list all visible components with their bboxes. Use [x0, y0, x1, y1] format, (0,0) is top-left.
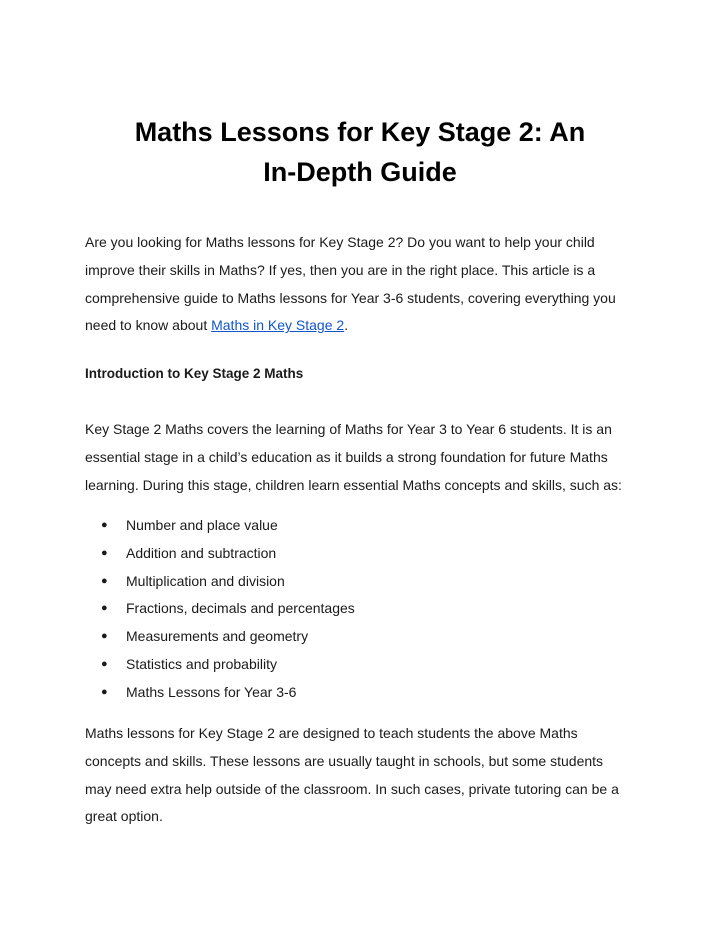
list-item	[85, 512, 355, 540]
bullet-icon: ●	[101, 574, 108, 587]
list-item	[85, 679, 355, 707]
list-item	[85, 540, 355, 568]
list-item	[85, 623, 355, 651]
section-heading: Introduction to Key Stage 2 Maths	[85, 366, 304, 381]
closing-line-2: concepts and skills. These lessons are usually taught in schools, but some students	[85, 752, 604, 769]
section-line-3: learning. During this stage, children learn essential Maths concepts and skills, such as:	[85, 476, 622, 493]
section-paragraph	[85, 416, 645, 499]
list-item-text: Maths Lessons for Year 3-6	[126, 683, 297, 700]
section-line-2: essential stage in a child’s education as it builds a strong foundation for future Maths	[85, 448, 608, 465]
concepts-list	[85, 512, 355, 707]
document-title	[0, 112, 720, 192]
closing-line-1: Maths lessons for Key Stage 2 are designed to teach students the above Maths	[85, 725, 578, 741]
intro-line-4	[85, 312, 645, 340]
section-line-1: Key Stage 2 Maths covers the learning of Maths for Year 3 to Year 6 students. It is an	[85, 421, 612, 437]
list-item	[85, 568, 355, 596]
closing-line-3: may need extra help outside of the classroom. In such cases, private tutoring can be a	[85, 780, 619, 797]
list-item-text: Addition and subtraction	[126, 544, 277, 561]
maths-in-key-stage-2-link[interactable]: Maths in Key Stage 2	[211, 317, 345, 334]
intro-line-2: improve their skills in Maths? If yes, then you are in the right place. This article is a	[85, 261, 596, 278]
bullet-icon: ●	[101, 546, 108, 559]
bullet-icon: ●	[101, 685, 108, 698]
list-item-text: Statistics and probability	[126, 655, 277, 672]
bullet-icon: ●	[101, 519, 108, 531]
intro-line-4-prefix: need to know about	[85, 317, 212, 334]
intro-line-3: comprehensive guide to Maths lessons for Year 3-6 students, covering everything you	[85, 289, 616, 306]
list-item-text: Number and place value	[126, 517, 278, 533]
list-item-text: Measurements and geometry	[126, 628, 309, 645]
intro-line-4-suffix: .	[344, 317, 349, 334]
intro-line-1: Are you looking for Maths lessons for Key Stage 2? Do you want to help your child	[85, 234, 595, 250]
list-item-text: Multiplication and division	[126, 572, 285, 589]
bullet-icon: ●	[101, 630, 108, 643]
bullet-icon: ●	[101, 602, 108, 615]
list-item	[85, 651, 355, 679]
title-line-2: In-Depth Guide	[263, 157, 457, 187]
bullet-icon: ●	[101, 657, 108, 670]
list-item-text: Fractions, decimals and percentages	[126, 600, 355, 617]
intro-paragraph	[85, 229, 645, 340]
closing-paragraph	[85, 720, 645, 831]
list-item	[85, 595, 355, 623]
closing-line-4: great option.	[85, 808, 163, 825]
title-line-1: Maths Lessons for Key Stage 2: An	[134, 117, 586, 147]
